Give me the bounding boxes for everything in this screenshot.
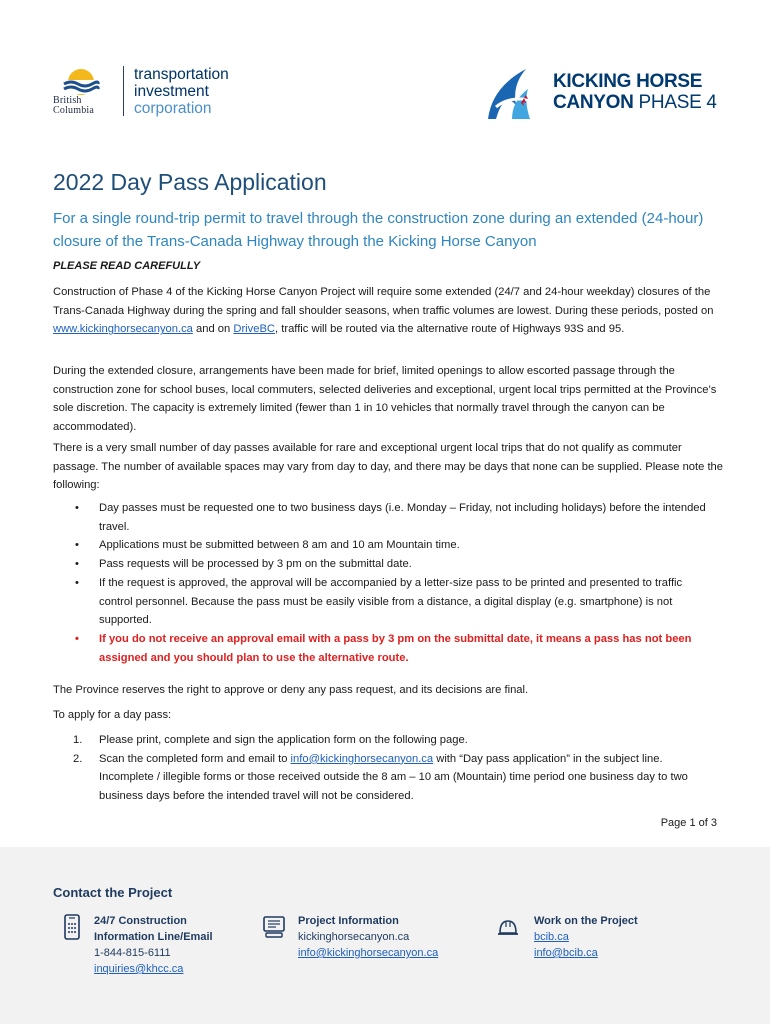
bullet-icon: •: [75, 558, 79, 571]
page-title: 2022 Day Pass Application: [53, 169, 327, 195]
bcib-email-link[interactable]: info@bcib.ca: [534, 947, 598, 959]
logo-divider: [123, 66, 124, 116]
apply-steps-list: [53, 731, 713, 806]
tic-line1: transportation: [134, 66, 229, 83]
work-column: [534, 913, 724, 961]
requirements-list: [53, 499, 713, 667]
bc-logo-text: [53, 96, 94, 116]
intro-paragraph: [53, 283, 723, 339]
project-info-column: [298, 913, 488, 961]
tic-line3: corporation: [134, 100, 212, 117]
bcib-site-link[interactable]: bcib.ca: [534, 931, 569, 943]
list-item: [53, 499, 713, 536]
step-text: Please print, complete and sign the application form on the following page.: [99, 734, 468, 746]
list-item-text: Pass requests will be processed by 3 pm on the submittal date.: [99, 558, 412, 571]
tic-logo-text: [134, 66, 229, 117]
khc-line2: CANYON: [553, 92, 634, 113]
work-title: Work on the Project: [534, 915, 638, 927]
tic-line2: investment: [134, 83, 209, 100]
bullet-icon: •: [75, 576, 79, 589]
phone-icon: [60, 913, 84, 941]
intro-text-c: , traffic will be routed via the alternative route of Highways 93S and 95.: [275, 323, 625, 336]
read-carefully-heading: PLEASE READ CAREFULLY: [53, 260, 201, 272]
step-item: [53, 750, 713, 806]
construction-phone: 1-844-815-6111: [94, 947, 171, 959]
bc-logo-line2: Columbia: [53, 105, 95, 116]
intro-text-b: and on: [192, 323, 234, 336]
day-pass-paragraph: There is a very small number of day passes available for rare and exceptional urgent local trips that do not qualify as commuter passage. The number of available spaces may vary from day to day, and there may be days that none can be supplied. Please note the following:: [53, 442, 723, 492]
closure-paragraph: During the extended closure, arrangements have been made for brief, limited openings to allow escorted passage through the construction zone for school buses, local commuters, selected deliveries and exceptional, urgent local trips permitted at the Province’s sole discretion. The capacity is extremely limited (fewer than 1 in 10 vehicles that normally travel through the canyon can be accommodated).: [53, 365, 717, 434]
khc-phase: PHASE 4: [638, 92, 717, 113]
kickinghorsecanyon-link[interactable]: www.kickinghorsecanyon.ca: [53, 323, 193, 336]
step-number: 1.: [73, 734, 83, 746]
step-text-b: with “Day pass application” in the subject line. Incomplete / illegible forms or those received outside the 8 am – 10 am (Mountain) time period one business day to two business days before the intended travel will not be considered.: [99, 752, 688, 803]
step-number: 2.: [73, 752, 83, 765]
step-text-a: Scan the completed form and email to: [99, 752, 291, 765]
bc-logo-line1: British: [53, 95, 82, 106]
project-info-title: Project Information: [298, 915, 399, 927]
hardhat-icon: [496, 913, 520, 941]
list-item: [53, 574, 713, 630]
drivebc-link[interactable]: DriveBC: [233, 323, 276, 336]
construction-info-title1: 24/7 Construction: [94, 915, 187, 927]
construction-info-title2: Information Line/Email: [94, 931, 213, 943]
step-item: [53, 731, 713, 750]
alert-list-item: [53, 630, 713, 667]
contact-heading: Contact the Project: [53, 885, 173, 900]
khc-line1: KICKING HORSE: [553, 71, 703, 92]
page-subtitle: For a single round-trip permit to travel through the construction zone during an extended (24-hour) closure of the Trans-Canada Highway through the Kicking Horse Canyon: [53, 210, 704, 250]
khc-logo-text: [553, 71, 717, 113]
khc-road-logo: [482, 61, 542, 123]
contact-footer: [0, 847, 770, 1024]
bullet-icon: •: [75, 632, 79, 645]
list-item-text: Day passes must be requested one to two business days (i.e. Monday – Friday, not including holidays) before the intended travel.: [99, 502, 706, 533]
project-email-link[interactable]: info@kickinghorsecanyon.ca: [298, 947, 439, 959]
list-item-text: Applications must be submitted between 8 am and 10 am Mountain time.: [99, 539, 460, 552]
construction-info-column: [94, 913, 234, 977]
page-number: Page 1 of 3: [660, 817, 717, 829]
apply-intro: To apply for a day pass:: [53, 709, 172, 721]
computer-icon: [262, 913, 286, 941]
project-site: kickinghorsecanyon.ca: [298, 931, 410, 943]
khc-line2-wrap: [553, 92, 717, 113]
list-item: [53, 555, 713, 574]
province-rights-paragraph: The Province reserves the right to approve or deny any pass request, and its decisions are final.: [53, 684, 529, 696]
list-item: [53, 536, 713, 555]
info-email-link[interactable]: info@kickinghorsecanyon.ca: [290, 752, 434, 765]
intro-text-a: Construction of Phase 4 of the Kicking Horse Canyon Project will require some extended (24/7 and 24-hour weekday) closures of the Trans-Canada Highway during the spring and fall shoulder seasons, when traffic volumes are lowest. During these periods, posted on: [53, 286, 714, 317]
list-item-text: If the request is approved, the approval will be accompanied by a letter-size pass to be printed and presented to traffic control personnel. Because the pass must be easily visible from a distance, a digital display (e.g. smartphone) is not supported.: [99, 576, 683, 627]
bullet-icon: •: [75, 502, 79, 514]
alert-text: If you do not receive an approval email with a pass by 3 pm on the submittal date, it means a pass has not been assigned and you should plan to use the alternative route.: [99, 632, 692, 664]
bullet-icon: •: [75, 539, 79, 552]
inquiries-email-link[interactable]: inquiries@khcc.ca: [94, 963, 184, 975]
